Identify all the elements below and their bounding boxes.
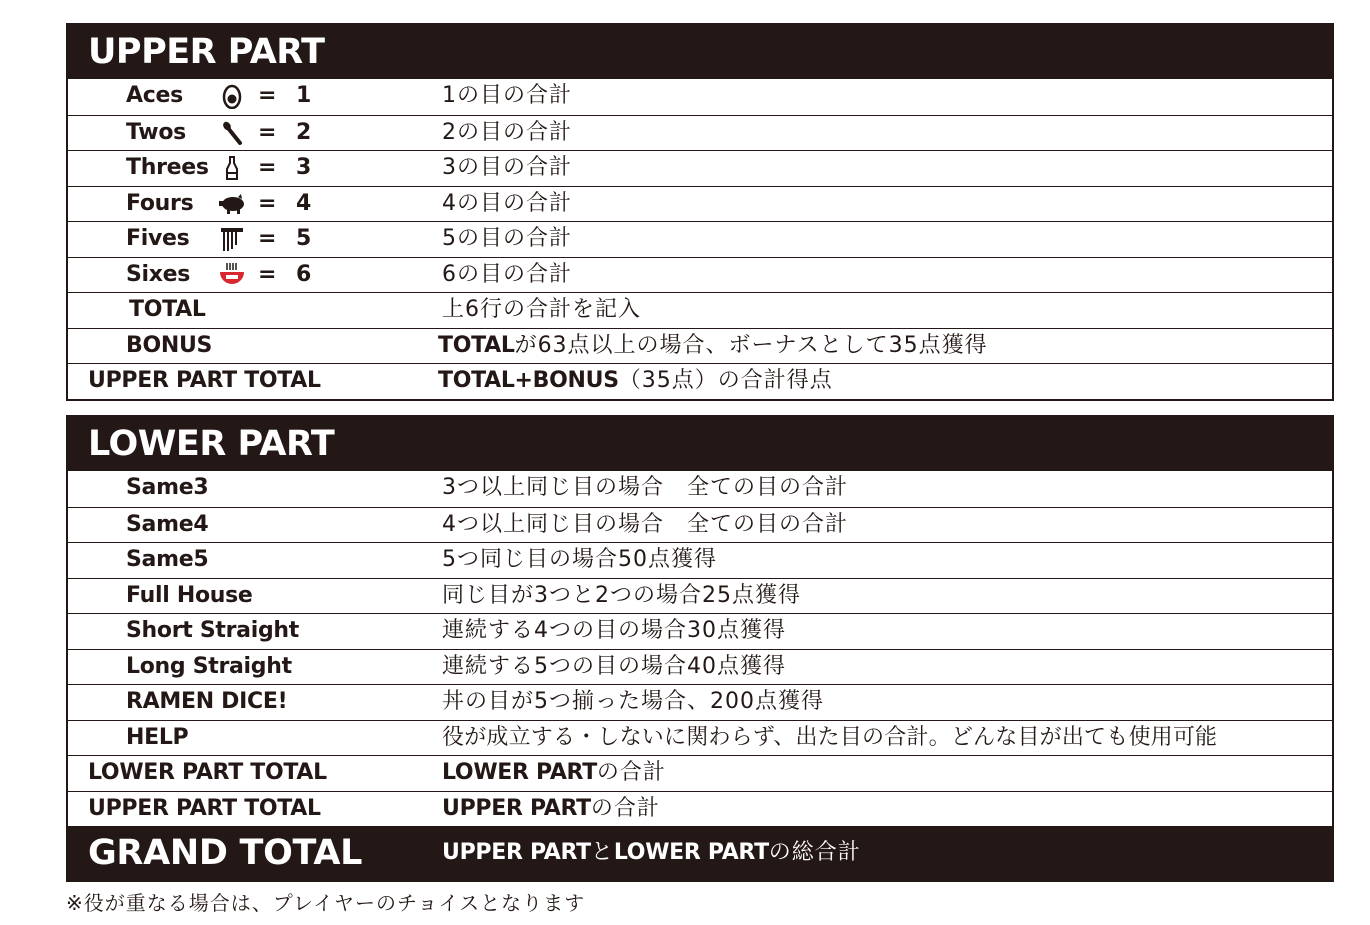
spoon-icon <box>218 120 246 146</box>
row-label: Same4 <box>126 511 209 537</box>
desc-text: の総合計 <box>768 840 861 865</box>
row-label: Fours <box>126 190 194 216</box>
row-description: 5つ同じ目の場合50点獲得 <box>442 547 717 572</box>
row-description: 1の目の合計 <box>442 83 572 108</box>
bold-term: UPPER PART <box>442 795 591 821</box>
upper-part-table <box>66 23 1334 401</box>
row-sixes <box>68 257 1332 293</box>
face-value: 4 <box>296 190 312 216</box>
row-description: 連続する5つの目の場合40点獲得 <box>442 653 786 679</box>
row-same3 <box>68 471 1332 507</box>
lower-part-table <box>66 415 1334 882</box>
row-description: 丼の目が5つ揃った場合、200点獲得 <box>442 689 824 714</box>
row-description: 4の目の合計 <box>442 190 572 216</box>
row-description: 6の目の合計 <box>442 261 572 287</box>
row-label: LOWER PART TOTAL <box>88 760 327 785</box>
row-full-house <box>68 578 1332 614</box>
row-threes <box>68 150 1332 186</box>
row-label: TOTAL <box>129 297 206 322</box>
lower-part-header: LOWER PART <box>68 417 1332 471</box>
avocado-icon <box>218 83 246 109</box>
face-value: 6 <box>296 261 312 287</box>
row-description: 2の目の合計 <box>442 119 572 145</box>
row-label: Sixes <box>126 261 191 287</box>
row-aces <box>68 79 1332 115</box>
row-description: 3つ以上同じ目の場合 全ての目の合計 <box>442 475 848 500</box>
row-twos <box>68 115 1332 151</box>
row-same4 <box>68 507 1332 543</box>
row-upper-part-total-recap <box>68 791 1332 827</box>
row-description <box>438 329 988 364</box>
row-label: Threes <box>126 155 209 180</box>
row-description <box>442 792 660 827</box>
pig-icon <box>218 191 246 217</box>
row-label: Aces <box>126 83 183 108</box>
row-ramen-dice <box>68 684 1332 720</box>
row-label: UPPER PART TOTAL <box>88 368 321 393</box>
desc-text: （35点）の合計得点 <box>618 368 833 393</box>
face-value: 1 <box>296 83 312 108</box>
ramen-bowl-icon <box>218 262 246 288</box>
row-label: Same5 <box>126 547 209 572</box>
grand-total-description <box>442 826 861 880</box>
bold-term: LOWER PART <box>613 840 769 865</box>
row-description: 上6行の合計を記入 <box>442 297 641 322</box>
bold-term: UPPER PART <box>442 840 591 865</box>
row-description <box>438 364 833 399</box>
upper-part-header: UPPER PART <box>68 25 1332 79</box>
row-bonus <box>68 328 1332 364</box>
row-upper-part-total <box>68 363 1332 399</box>
row-label: BONUS <box>126 332 213 358</box>
desc-text: が63点以上の場合、ボーナスとして35点獲得 <box>514 332 988 358</box>
row-description: 5の目の合計 <box>442 226 572 251</box>
face-value: 2 <box>296 119 312 145</box>
row-fives <box>68 221 1332 257</box>
equals-sign: = <box>258 119 277 145</box>
face-value: 5 <box>296 226 312 251</box>
face-value: 3 <box>296 155 312 180</box>
row-description: 4つ以上同じ目の場合 全ての目の合計 <box>442 511 848 537</box>
desc-text: の合計 <box>590 795 660 821</box>
row-total <box>68 292 1332 328</box>
equals-sign: = <box>258 261 277 287</box>
row-description: 3の目の合計 <box>442 155 572 180</box>
row-help <box>68 720 1332 756</box>
noodles-icon <box>218 226 246 252</box>
equals-sign: = <box>258 155 277 180</box>
bold-term: TOTAL <box>438 332 515 358</box>
row-description: 同じ目が3つと2つの場合25点獲得 <box>442 582 801 608</box>
row-description <box>442 756 666 791</box>
row-label: RAMEN DICE! <box>126 689 288 714</box>
row-label: Twos <box>126 119 186 145</box>
row-label: Same3 <box>126 475 209 500</box>
row-label: HELP <box>126 724 189 750</box>
grand-total-row <box>68 826 1332 880</box>
bottle-icon <box>218 155 246 181</box>
equals-sign: = <box>258 190 277 216</box>
grand-total-label: GRAND TOTAL <box>88 833 363 873</box>
bold-term: LOWER PART <box>442 760 597 785</box>
row-fours <box>68 186 1332 222</box>
row-label: Full House <box>126 582 253 608</box>
equals-sign: = <box>258 83 277 108</box>
bold-term: TOTAL+BONUS <box>438 368 619 393</box>
row-long-straight <box>68 649 1332 685</box>
equals-sign: = <box>258 226 277 251</box>
footnote: ※役が重なる場合は、プレイヤーのチョイスとなります <box>66 891 586 915</box>
row-description: 連続する4つの目の場合30点獲得 <box>442 618 786 643</box>
desc-text: と <box>590 840 614 865</box>
row-label: UPPER PART TOTAL <box>88 795 321 821</box>
row-short-straight <box>68 613 1332 649</box>
row-label: Fives <box>126 226 190 251</box>
row-lower-part-total <box>68 755 1332 791</box>
row-description: 役が成立する・しないに関わらず、出た目の合計。どんな目が出ても使用可能 <box>442 724 1218 750</box>
desc-text: の合計 <box>596 760 666 785</box>
row-label: Long Straight <box>126 653 292 679</box>
row-same5 <box>68 542 1332 578</box>
row-label: Short Straight <box>126 618 299 643</box>
